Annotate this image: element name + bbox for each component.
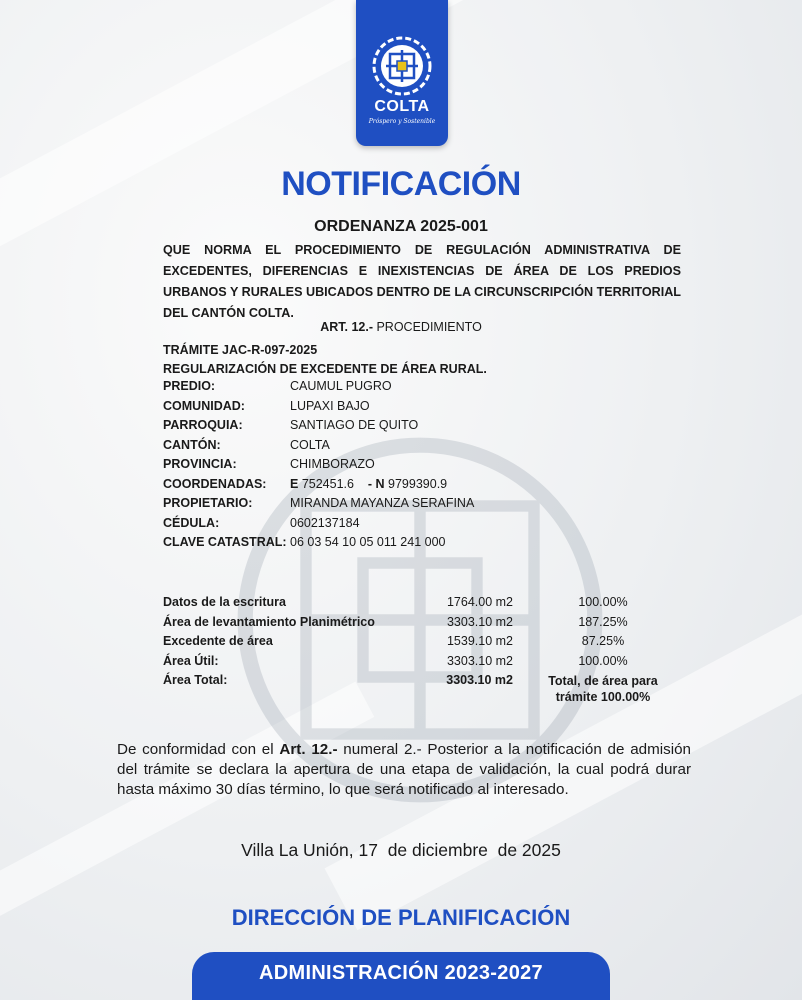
info-label: COORDENADAS: [163,476,267,491]
area-percent: 87.25% [581,634,625,648]
area-label: Excedente de área [163,634,273,648]
paragraph-article: Art. 12.- [279,741,338,758]
area-label: Área Útil: [163,653,219,668]
article-label: ART. 12.- [320,320,373,334]
info-label: PROPIETARIO: [163,496,253,510]
logo-name: COLTA [374,98,430,115]
area-total-note: Total, de área para trámite 100.00% [548,674,658,704]
info-label: CÉDULA: [163,515,220,530]
info-label: CLAVE CATASTRAL: [163,535,287,549]
paragraph-body: numeral 2.- Posterior a la notificación de admisión del trámite se declara la apertura de una etapa de validación, la cual podrá durar hasta máximo 30 días término, lo que será notificado al interesado. [117,741,691,798]
coord-n-label: - N [367,476,385,491]
area-value: 1764.00 m2 [446,595,513,609]
logo-tagline: Próspero y Sostenible [368,118,436,125]
info-value: CAUMUL PUGRO [290,379,392,393]
tramite-code: TRÁMITE JAC-R-097-2025 [163,343,318,357]
ordenanza-description: QUE NORMA EL PROCEDIMIENTO DE REGULACIÓN ADMINISTRATIVA DE EXCEDENTES, DIFERENCIAS E INEXISTENCIAS DE ÁREA DE LOS PREDIOS URBANOS Y RURALES UBICADOS DENTRO DE LA CIRCUNSCRIPCIÓN TERRITORIAL DEL CANTÓN COLTA. [163,243,682,320]
conformity-paragraph [117,740,691,800]
article-text: PROCEDIMIENTO [376,320,482,334]
info-label: PARROQUIA: [163,418,243,432]
article-heading [0,320,802,334]
coordinates-value [290,477,447,491]
logo [356,0,448,146]
area-value: 3303.10 m2 [446,614,513,629]
area-percent: 100.00% [578,595,628,609]
info-label: CANTÓN: [163,437,221,452]
tramite-block [163,341,487,379]
place-date: Villa La Unión, 17 de diciembre de 2025 [241,840,561,860]
area-label: Área Total: [163,673,228,687]
coord-e-label: E [290,476,299,491]
area-percent: 100.00% [578,653,628,668]
tramite-subject: REGULARIZACIÓN DE EXCEDENTE DE ÁREA RURAL. [163,362,487,376]
info-label: COMUNIDAD: [163,398,245,413]
administration-bar [192,952,610,1000]
info-value: COLTA [290,437,330,452]
info-value: MIRANDA MAYANZA SERAFINA [290,496,475,510]
area-percent: 187.25% [578,614,628,629]
administration-period: ADMINISTRACIÓN 2023-2027 [259,962,543,984]
info-label: PREDIO: [163,379,216,393]
ordenanza-number: ORDENANZA 2025-001 [314,218,488,235]
coord-n-value: 9799390.9 [388,476,448,491]
area-value: 3303.10 m2 [446,653,513,668]
coord-e-value: 752451.6 [301,476,354,491]
area-value: 3303.10 m2 [446,673,513,687]
info-value: 0602137184 [290,515,360,530]
info-value: SANTIAGO DE QUITO [290,418,419,432]
paragraph-intro: De conformidad con el [117,741,274,758]
page-title: NOTIFICACIÓN [281,165,521,203]
area-label: Área de levantamiento Planimétrico [163,614,375,629]
info-value: 06 03 54 10 05 011 241 000 [290,535,446,549]
info-value: LUPAXI BAJO [290,398,370,413]
background-stripe [0,0,553,281]
area-label: Datos de la escritura [163,595,286,609]
info-label: PROVINCIA: [163,457,237,471]
info-value: CHIMBORAZO [290,457,375,471]
colta-emblem-icon [370,34,434,98]
area-value: 1539.10 m2 [446,634,513,648]
department-name: DIRECCIÓN DE PLANIFICACIÓN [231,905,571,930]
